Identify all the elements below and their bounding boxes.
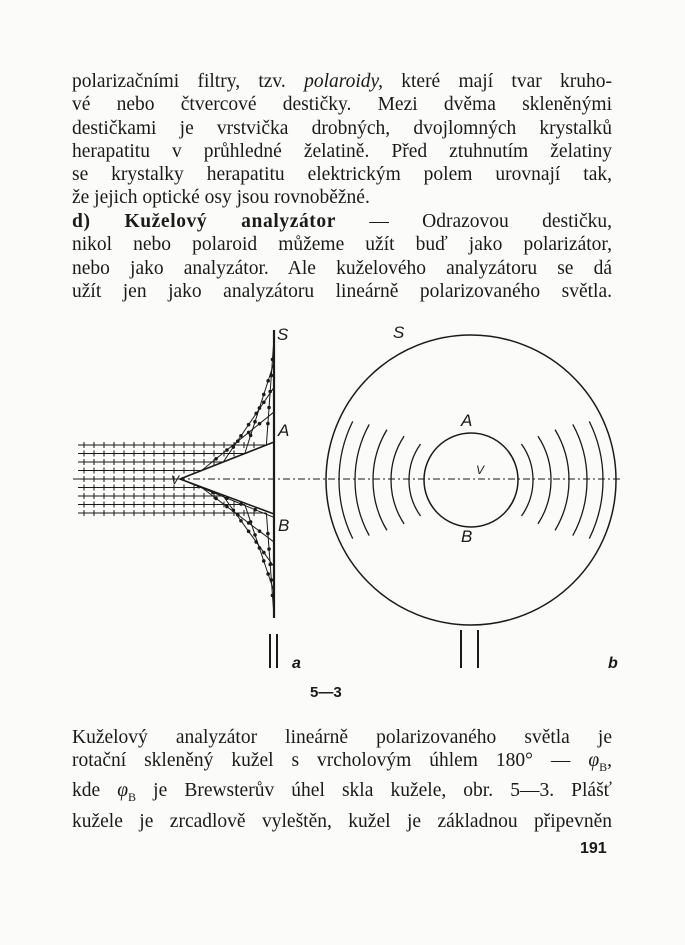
paragraph-polaroids <box>72 70 612 210</box>
polarization-dot <box>266 379 270 383</box>
label-b: B <box>461 527 473 546</box>
light-arc <box>589 421 603 538</box>
text-line: kde $\varphi_B$ je Brewsterův úhel skla kužele, obr. 5—3. Plášť <box>72 780 612 805</box>
label-v: V <box>476 463 485 477</box>
polarization-dot <box>253 533 257 537</box>
figure-caption: 5—3 <box>310 684 342 701</box>
polarization-dot <box>247 423 251 427</box>
light-arc <box>521 444 533 516</box>
polarization-dot <box>270 578 274 582</box>
polarization-dot <box>225 448 229 452</box>
polarization-dot <box>267 547 271 551</box>
text-line: herapatitu v průhledné želatině. Před ztuhnutím želatiny <box>72 140 612 162</box>
polarization-dot <box>239 519 243 523</box>
panel-label-b: b <box>608 655 618 672</box>
light-arc <box>355 424 369 535</box>
label-s: S <box>277 325 289 344</box>
text-line: Kuželový analyzátor lineárně polarizovaného světla je <box>72 727 612 748</box>
text-line: se krystalky herapatitu elektrickým polem urovnají tak, <box>72 164 612 186</box>
text-line: nikol nebo polaroid můžeme užít buď jako polarizátor, <box>72 234 612 256</box>
text-line: užít jen jako analyzátoru lineárně polarizovaného světla. <box>72 280 612 302</box>
polarization-dot <box>214 457 218 461</box>
text-line: vé nebo čtvercové destičky. Mezi dvěma skleněnými <box>72 94 612 116</box>
polarization-dot <box>253 420 257 424</box>
polarization-dot <box>266 422 270 426</box>
light-arc <box>538 436 551 524</box>
figure-panel-a <box>73 325 620 672</box>
polarization-dot <box>266 532 270 536</box>
polarization-dot <box>232 508 236 512</box>
label-b: B <box>278 516 290 535</box>
text-line: rotační skleněný kužel s vrcholovým úhlem 180° — $\varphi_B$, <box>72 750 612 775</box>
light-arc <box>555 430 569 531</box>
polarization-dot <box>262 393 266 397</box>
text-line: nebo jako analyzátor. Ale kuželového analyzátoru se dá <box>72 257 612 279</box>
polarization-dot <box>258 422 262 426</box>
screen-disc <box>326 335 616 625</box>
polarization-dot <box>262 551 266 555</box>
polarization-dot <box>254 412 258 416</box>
text-line: kužele je zrcadlově vyleštěn, kužel je základnou připevněn <box>72 810 612 832</box>
illuminated-arcs <box>339 421 603 538</box>
text-line: polarizačními filtry, tzv. polaroidy, které mají tvar kruho- <box>72 71 613 92</box>
polarization-dot <box>249 520 253 524</box>
section-heading: d) Kuželový analyzátor <box>72 211 337 232</box>
page-number: 191 <box>580 840 607 857</box>
panel-label-a: a <box>292 655 301 672</box>
polarization-dot <box>236 439 240 443</box>
text-line: d) Kuželový analyzátor — Odrazovou destičku, <box>72 211 612 232</box>
polarization-dot <box>267 406 271 410</box>
polarization-dot <box>258 529 262 533</box>
label-v: V <box>171 473 180 487</box>
polarization-dot <box>214 497 218 501</box>
light-arc <box>391 436 404 524</box>
polarization-dot <box>266 572 270 576</box>
polarization-dot <box>225 505 229 509</box>
figure-cone-analyzer <box>68 318 628 678</box>
label-a: A <box>278 421 290 440</box>
paragraph-cone-analyzer <box>72 210 612 303</box>
light-arc <box>373 430 387 531</box>
light-arc <box>339 421 353 538</box>
polarization-dot <box>258 546 262 550</box>
emphasized-term: polaroidy, <box>304 71 383 92</box>
light-arc <box>409 444 421 516</box>
figure-panel-b <box>326 323 618 672</box>
label-s: S <box>393 323 405 342</box>
cone-base-circle <box>424 433 518 527</box>
text-line: destičkami je vrstvička drobných, dvojlomných krystalků <box>72 117 612 139</box>
text-line: že jejich optické osy jsou rovnoběžné. <box>72 187 370 209</box>
polarization-dot <box>262 559 266 563</box>
polarization-dot <box>268 563 272 567</box>
polarization-dot <box>247 431 251 435</box>
light-arc <box>573 424 587 535</box>
paragraph-definition <box>72 726 612 833</box>
polarization-dot <box>247 530 251 534</box>
label-a: A <box>461 411 473 430</box>
polarization-dot <box>262 400 266 404</box>
